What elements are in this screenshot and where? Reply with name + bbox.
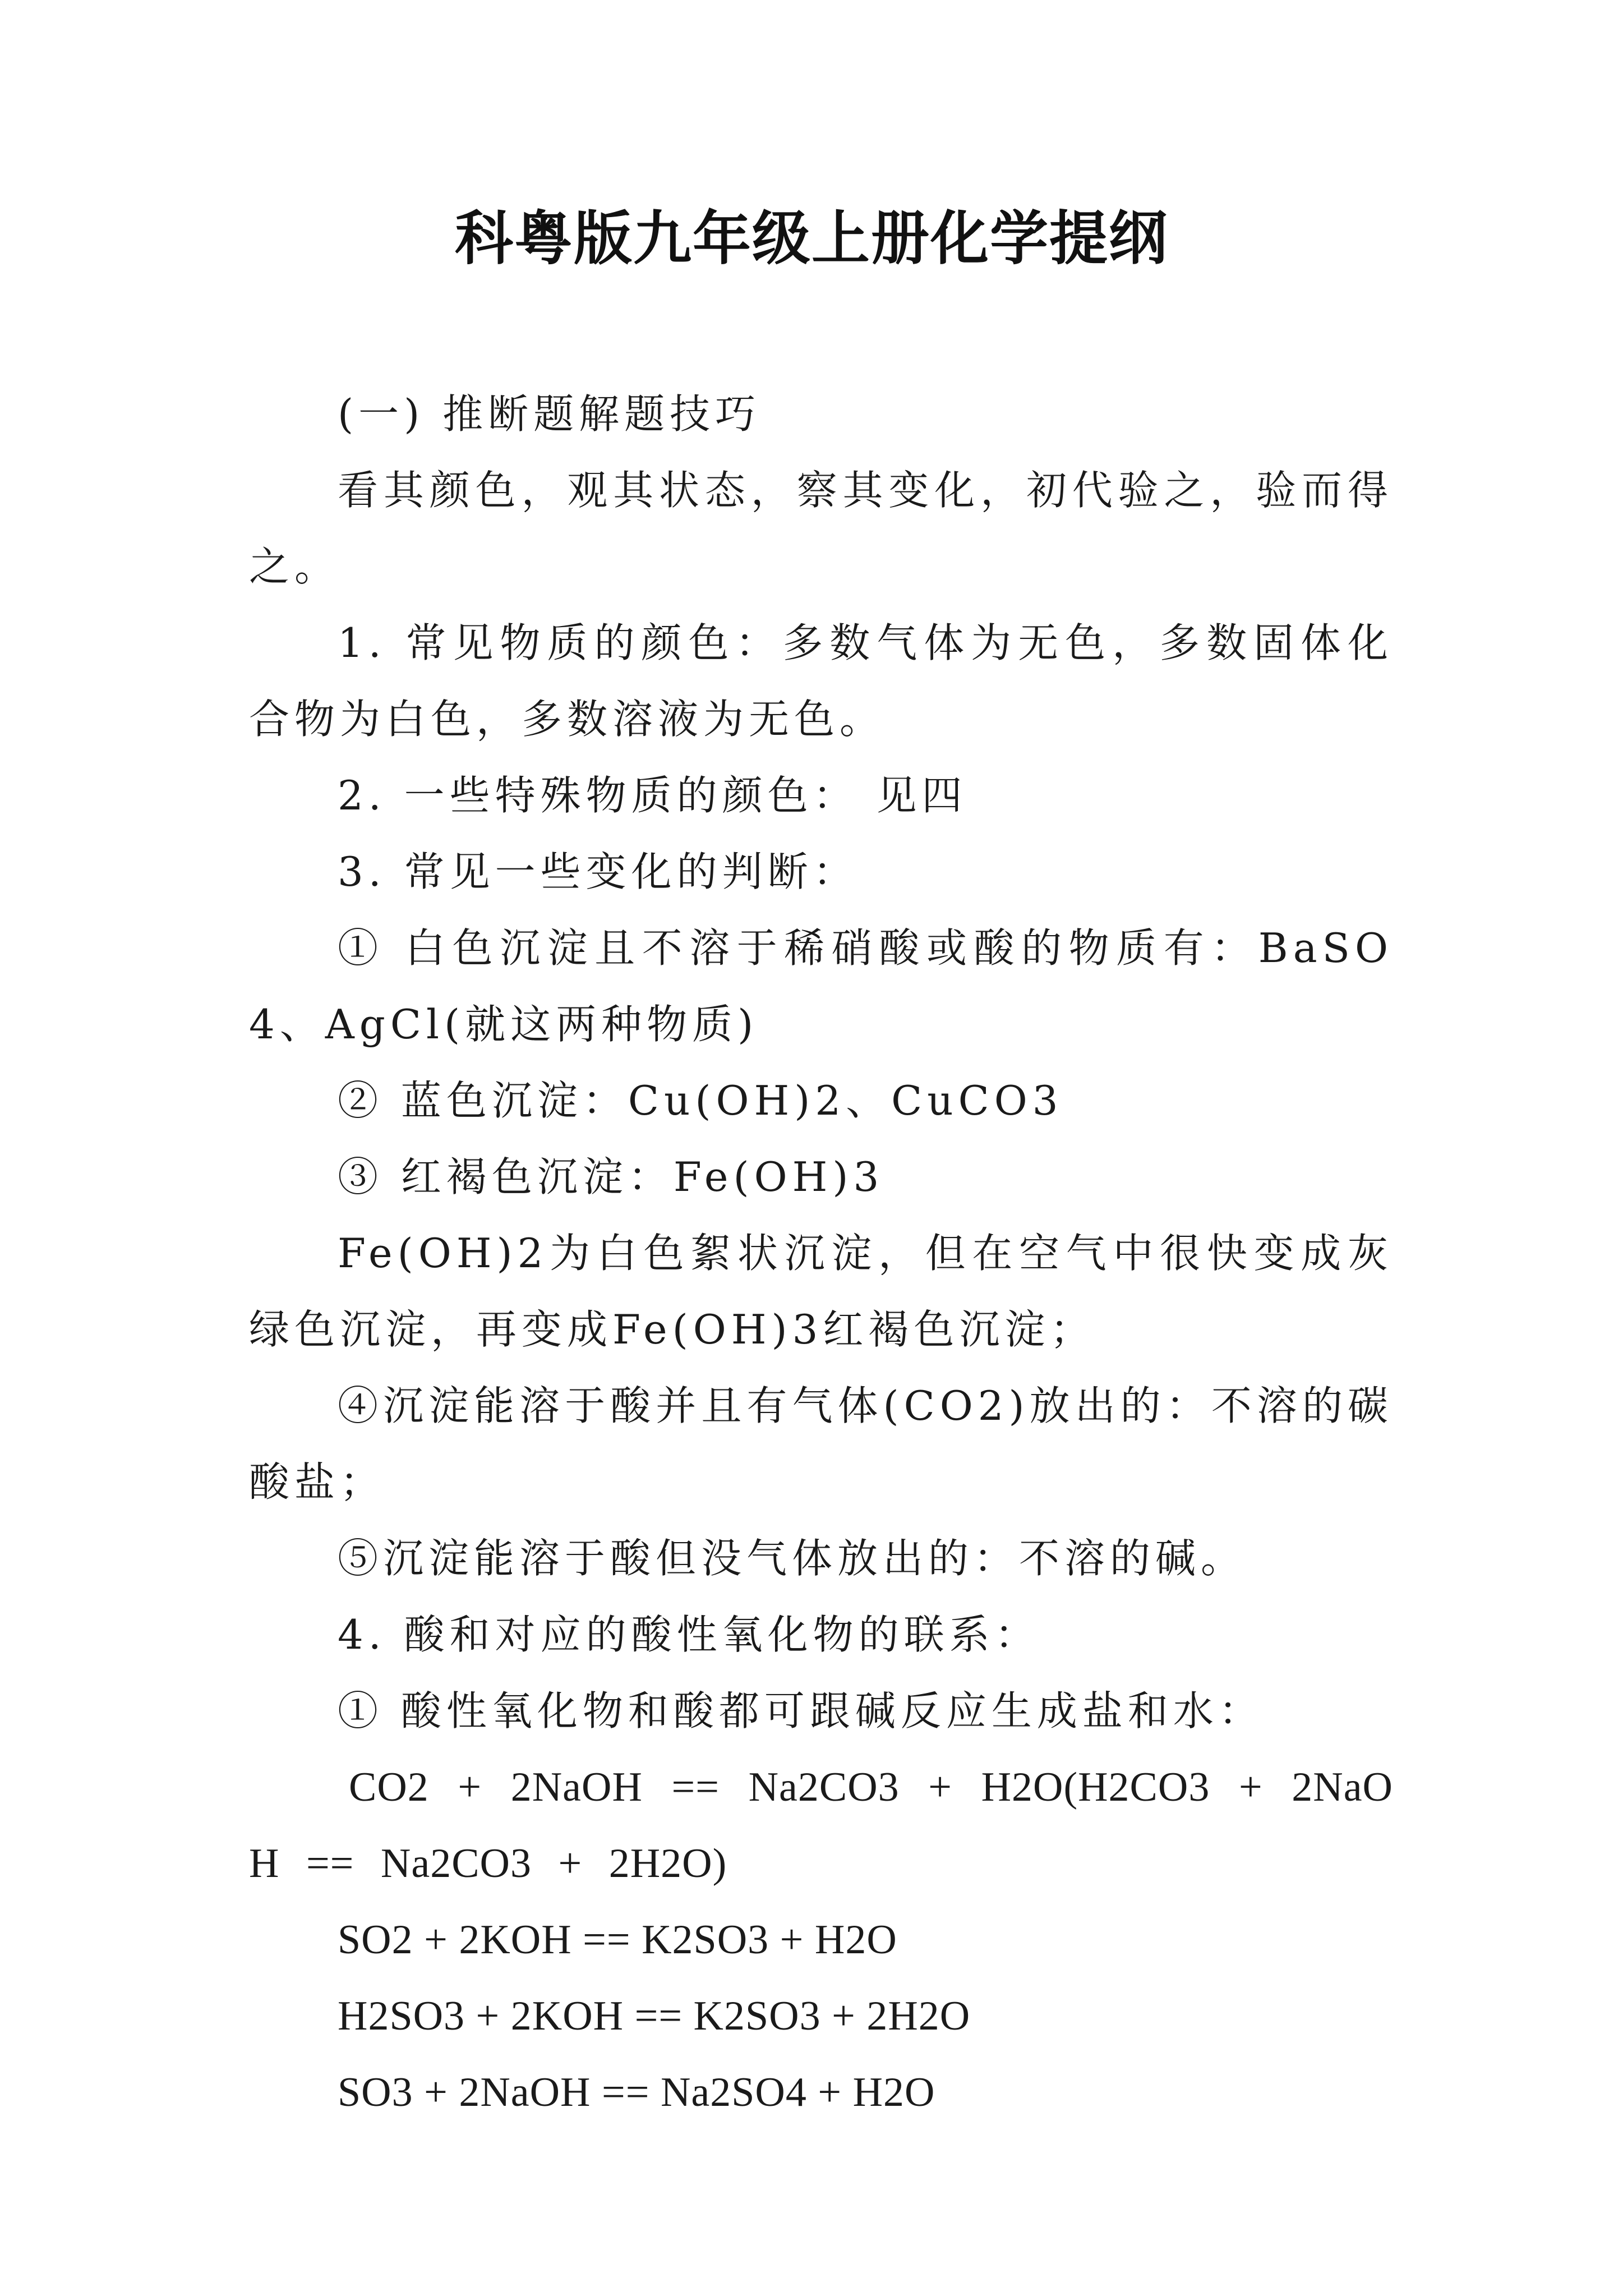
paragraph: ⑤沉淀能溶于酸但没气体放出的：不溶的碱。	[338, 1535, 1247, 1582]
chemical-equation: H2SO3 + 2KOH == K2SO3 + 2H2O	[338, 1993, 971, 2039]
page-title: 科粤版九年级上册化学提纲	[454, 204, 1168, 273]
chemical-equation: SO2 + 2KOH == K2SO3 + H2O	[338, 1917, 897, 1963]
section-heading: (一) 推断题解题技巧	[338, 390, 761, 438]
paragraph: ③ 红褐色沉淀：Fe(OH)3	[338, 1153, 884, 1200]
paragraph: 2. 一些特殊物质的颜色： 见四	[338, 772, 967, 819]
paragraph: ① 酸性氧化物和酸都可跟碱反应生成盐和水：	[338, 1687, 1264, 1734]
paragraph: ④沉淀能溶于酸并且有气体(CO2)放出的：不溶的碳酸盐；	[249, 1382, 1393, 1506]
paragraph: Fe(OH)2为白色絮状沉淀，但在空气中很快变成灰绿色沉淀，再变成Fe(OH)3红褐色沉淀；	[249, 1230, 1393, 1353]
paragraph: 看其颜色，观其状态，察其变化，初代验之，验而得之。	[249, 467, 1393, 590]
document-body	[249, 376, 1393, 2131]
paragraph: 3. 常见一些变化的判断：	[338, 848, 859, 895]
paragraph: ② 蓝色沉淀：Cu(OH)2、CuCO3	[338, 1077, 1063, 1124]
paragraph: ① 白色沉淀且不溶于稀硝酸或酸的物质有：BaSO4、AgCl(就这两种物质)	[249, 924, 1393, 1048]
chemical-equation: CO2 + 2NaOH == Na2CO3 + H2O(H2CO3 + 2NaOH == Na2CO3 + 2H2O)	[249, 1764, 1393, 1887]
paragraph: 1. 常见物质的颜色：多数气体为无色，多数固体化合物为白色，多数溶液为无色。	[249, 619, 1393, 743]
paragraph: 4. 酸和对应的酸性氧化物的联系：	[338, 1611, 1040, 1658]
chemical-equation: SO3 + 2NaOH == Na2SO4 + H2O	[338, 2069, 935, 2115]
